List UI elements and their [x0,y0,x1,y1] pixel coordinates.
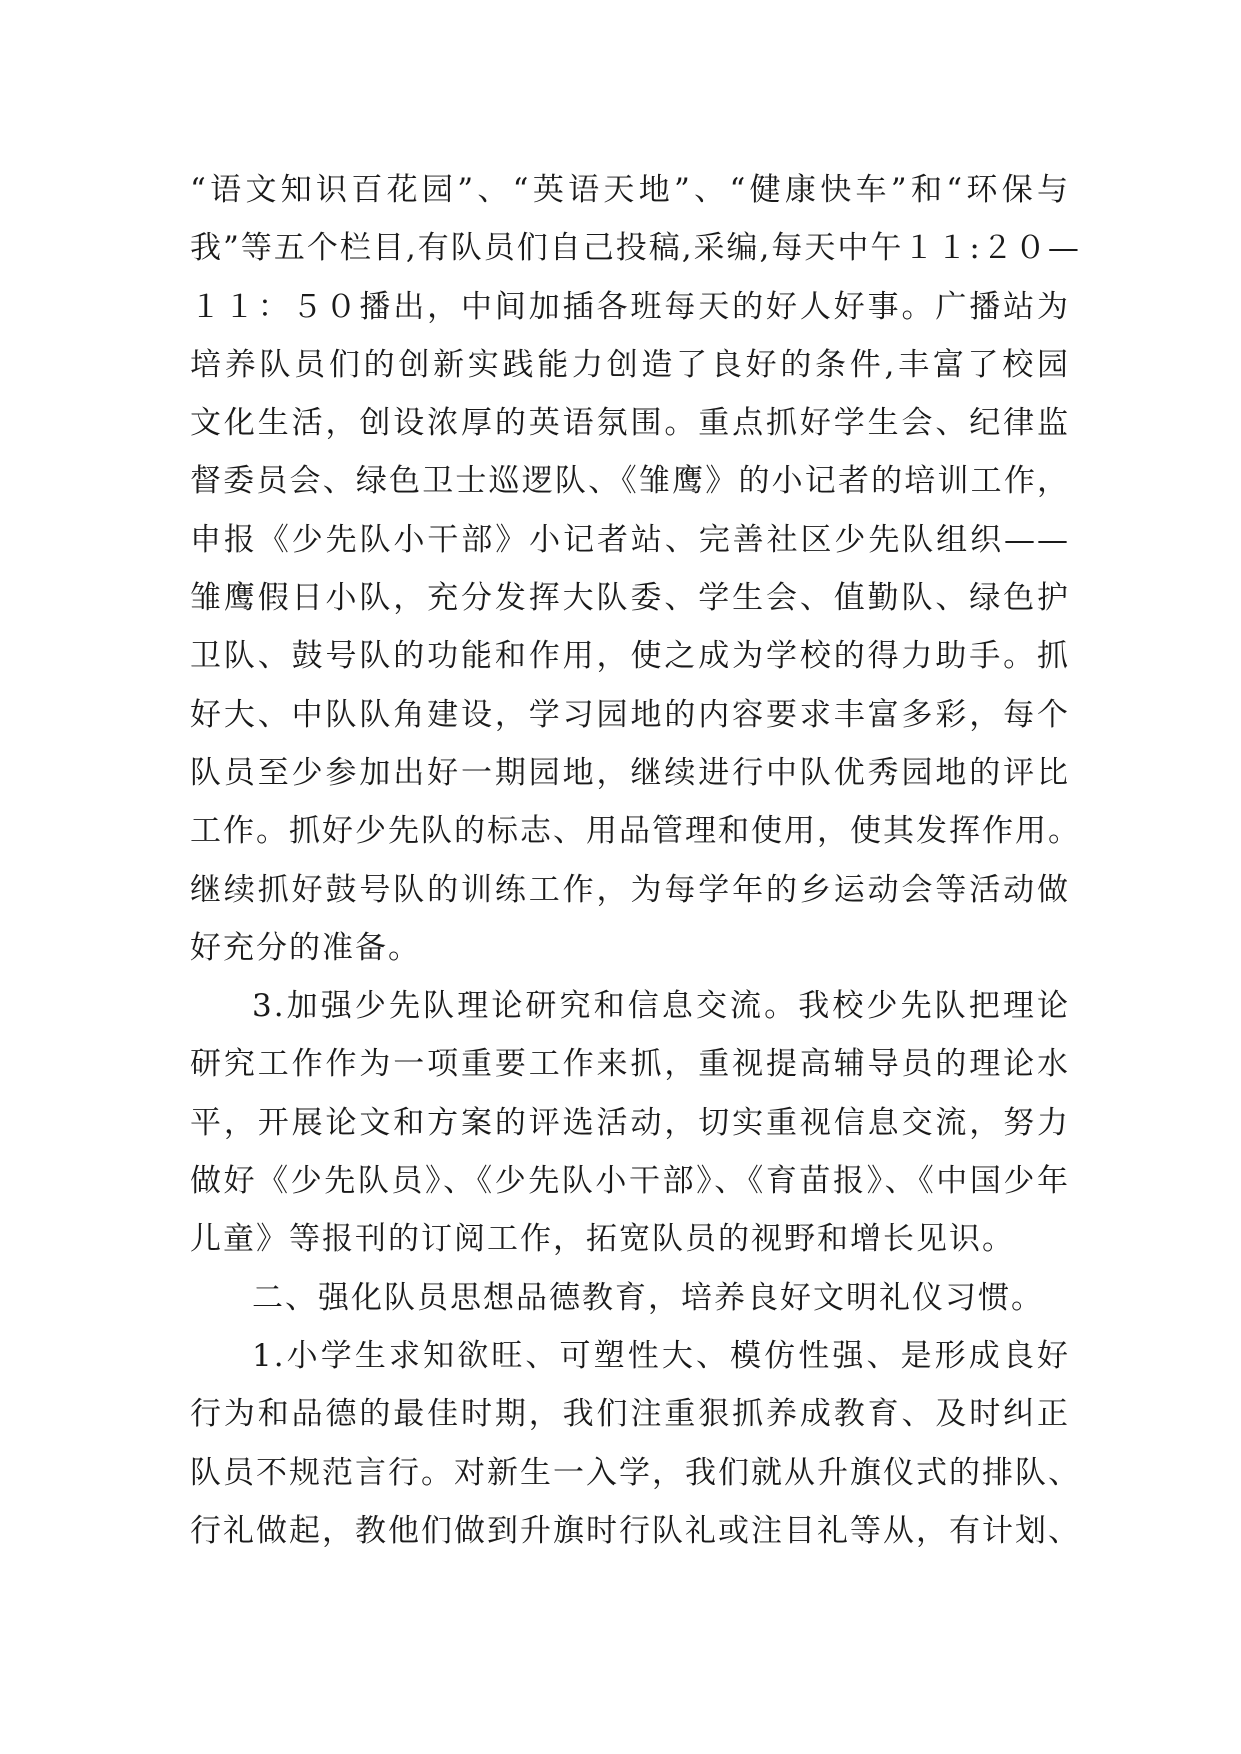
paragraph-end-line: 儿童》等报刊的订阅工作，拓宽队员的视野和增长见识。 [190,1221,1015,1258]
body-text [190,161,1081,1560]
text-line: 行礼做起，教他们做到升旗时行队礼或注目礼等从，有计划、 [190,1512,1081,1549]
text-line: 我”等五个栏目,有队员们自己投稿,采编,每天中午１１:２０— [190,230,1081,267]
text-line: 平，开展论文和方案的评选活动，切实重视信息交流，努力 [190,1104,1070,1141]
text-line: 队员不规范言行。对新生一入学，我们就从升旗仪式的排队、 [190,1454,1081,1491]
text-line: 做好《少先队员》、《少先队小干部》、《育苗报》、《中国少年 [190,1163,1070,1200]
text-line: 工作。抓好少先队的标志、用品管理和使用，使其发挥作用。 [190,813,1081,850]
text-line: 研究工作作为一项重要工作来抓，重视提高辅导员的理论水 [190,1046,1070,1083]
text-line: 督委员会、绿色卫士巡逻队、《雏鹰》的小记者的培训工作， [190,463,1070,500]
paragraph-end-line: 好充分的准备。 [190,929,421,966]
text-line: 行为和品德的最佳时期，我们注重狠抓养成教育、及时纠正 [190,1396,1070,1433]
text-line: 申报《少先队小干部》小记者站、完善社区少先队组织—— [190,521,1070,558]
text-line: 继续抓好鼓号队的训练工作，为每学年的乡运动会等活动做 [190,871,1070,908]
text-line: 培养队员们的创新实践能力创造了良好的条件,丰富了校园 [190,346,1070,383]
text-line: 队员至少参加出好一期园地，继续进行中队优秀园地的评比 [190,754,1070,791]
text-line: 雏鹰假日小队，充分发挥大队委、学生会、值勤队、绿色护 [190,580,1070,617]
text-line: 卫队、鼓号队的功能和作用，使之成为学校的得力助手。抓 [190,638,1070,675]
text-line: 好大、中队队角建设，学习园地的内容要求丰富多彩，每个 [190,696,1070,733]
text-line: “语文知识百花园”、“英语天地”、“健康快车”和“环保与 [190,172,1070,208]
text-line: １１：５０播出，中间加插各班每天的好人好事。广播站为 [190,288,1070,325]
numbered-paragraph-start: 1.小学生求知欲旺、可塑性大、模仿性强、是形成良好 [252,1337,1070,1374]
text-line: 文化生活，创设浓厚的英语氛围。重点抓好学生会、纪律监 [190,405,1070,442]
numbered-paragraph-start: 3.加强少先队理论研究和信息交流。我校少先队把理论 [252,988,1070,1025]
section-heading: 二、强化队员思想品德教育，培养良好文明礼仪习惯。 [252,1279,1044,1316]
